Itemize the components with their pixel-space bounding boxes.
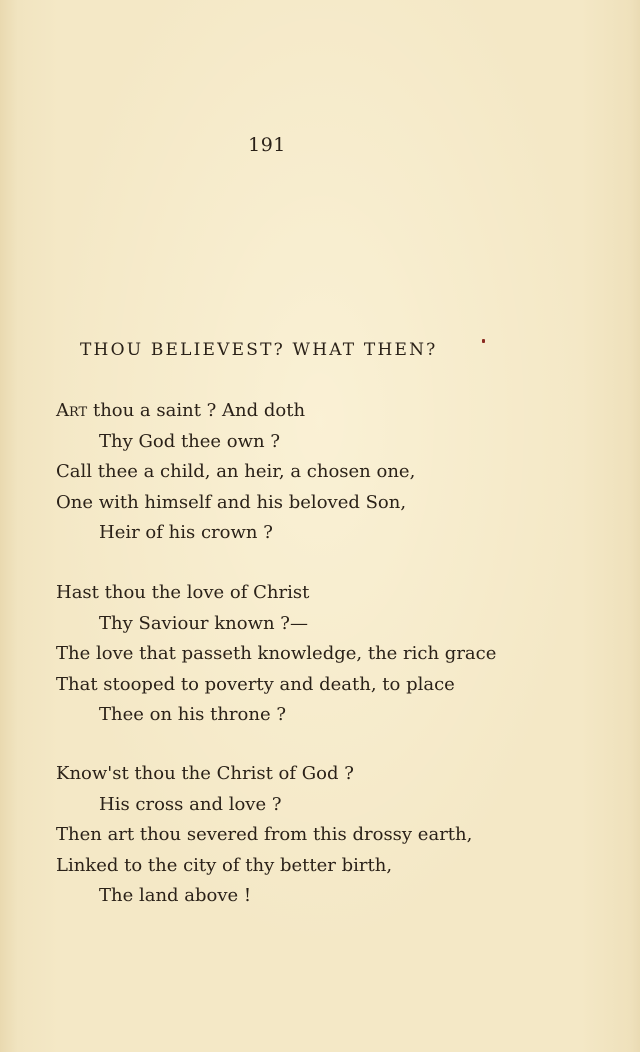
ink-mark [482, 339, 485, 343]
stanza-3 [56, 759, 616, 912]
poem-line [56, 396, 616, 427]
poem-line: Thee on his throne ? [99, 704, 286, 725]
stanza-2 [56, 578, 616, 731]
poem-line: His cross and love ? [99, 793, 282, 815]
poem-title: THOU BELIEVEST? WHAT THEN? [80, 340, 438, 360]
line-text: thou a saint ? And doth [87, 400, 306, 421]
poem-line: That stooped to poverty and death, to place [56, 673, 455, 695]
poem-line: Thy Saviour known ?— [99, 612, 308, 634]
poem-line: Thy God thee own ? [99, 430, 281, 452]
poem-line: Hast thou the love of Christ [56, 582, 310, 603]
stanza-1 [56, 396, 616, 549]
poem-line: The love that passeth knowledge, the rich grace [56, 643, 497, 664]
poem-line: The land above ! [99, 885, 252, 906]
poem-line: Then art thou severed from this drossy earth, [56, 824, 473, 845]
poem-line: Linked to the city of thy better birth, [56, 854, 393, 876]
page-number: 191 [248, 134, 286, 156]
poem-line: One with himself and his beloved Son, [56, 491, 407, 513]
drop-word: Art [56, 400, 88, 421]
poem-line: Call thee a child, an heir, a chosen one, [56, 461, 416, 482]
poem-line: Know'st thou the Christ of God ? [56, 763, 354, 784]
poem-line: Heir of his crown ? [99, 522, 273, 543]
